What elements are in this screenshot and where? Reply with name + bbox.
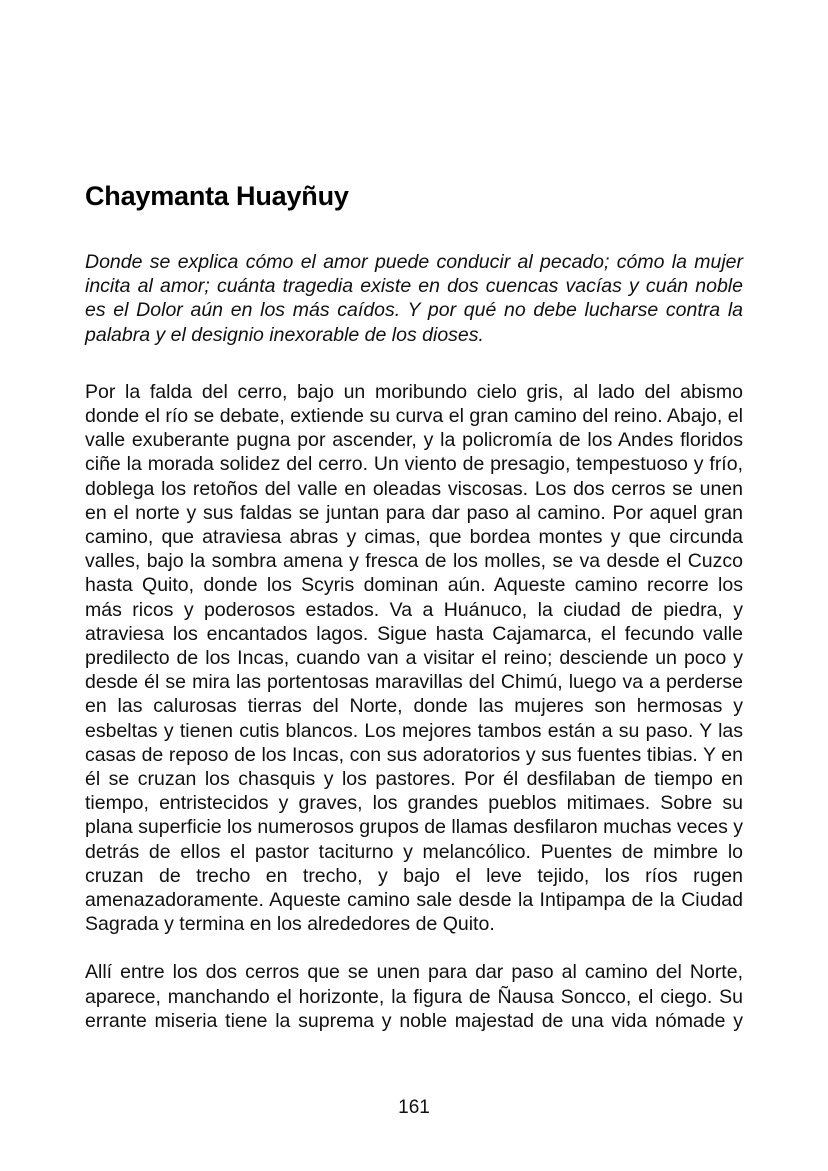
page-content xyxy=(85,180,743,1057)
body-paragraph-1: Por la falda del cerro, bajo un moribundo cielo gris, al lado del abismo donde el río se debate, extiende su curva el gran camino del reino. Abajo, el valle exuberante pugna por ascender, y la policromía de los Andes floridos ciñe la morada solidez del cerro. Un viento de presagio, tempestuoso y frío, doblega los retoños del valle en oleadas viscosas. Los dos cerros se unen en el norte y sus faldas se juntan para dar paso al camino. Por aquel gran camino, que atraviesa abras y cimas, que bordea montes y que circunda valles, bajo la sombra amena y fresca de los molles, se va desde el Cuzco hasta Quito, donde los Scyris dominan aún. Aqueste camino recorre los más ricos y poderosos estados. Va a Huánuco, la ciudad de piedra, y atraviesa los encantados lagos. Sigue hasta Cajamarca, el fecundo valle predilecto de los Incas, cuando van a visitar el reino; desciende un poco y desde él se mira las portentosas maravillas del Chimú, luego va a perderse en las calurosas tierras del Norte, donde las mujeres son hermosas y esbeltas y tienen cutis blancos. Los mejores tambos están a su paso. Y las casas de reposo de los Incas, con sus adoratorios y sus fuentes tibias. Y en él se cruzan los chasquis y los pastores. Por él desfilaban de tiempo en tiempo, entristecidos y graves, los grandes pueblos mitimaes. Sobre su plana superficie los numerosos grupos de llamas desfilaron muchas veces y detrás de ellos el pastor taciturno y melancólico. Puentes de mimbre lo cruzan de trecho en trecho, y bajo el leve tejido, los ríos rugen amenazadoramente. Aqueste camino sale desde la Intipampa de la Ciudad Sagrada y termina en los alrededores de Quito. xyxy=(85,380,743,936)
page-number: 161 xyxy=(398,1097,430,1118)
chapter-epigraph: Donde se explica cómo el amor puede conducir al pecado; cómo la mujer incita al amor; cuánta tragedia existe en dos cuencas vacías y cuán noble es el Dolor aún en los más caídos. Y por qué no debe lucharse contra la palabra y el designio inexorable de los dioses. xyxy=(85,251,743,346)
body-paragraph-2: Allí entre los dos cerros que se unen para dar paso al camino del Norte, aparece, manchando el horizonte, la figura de Ñausa Soncco, el ciego. Su errante miseria tiene la suprema y noble majestad de una vida nómade y xyxy=(85,961,743,1032)
chapter-title: Chaymanta Huayñuy xyxy=(85,181,349,211)
